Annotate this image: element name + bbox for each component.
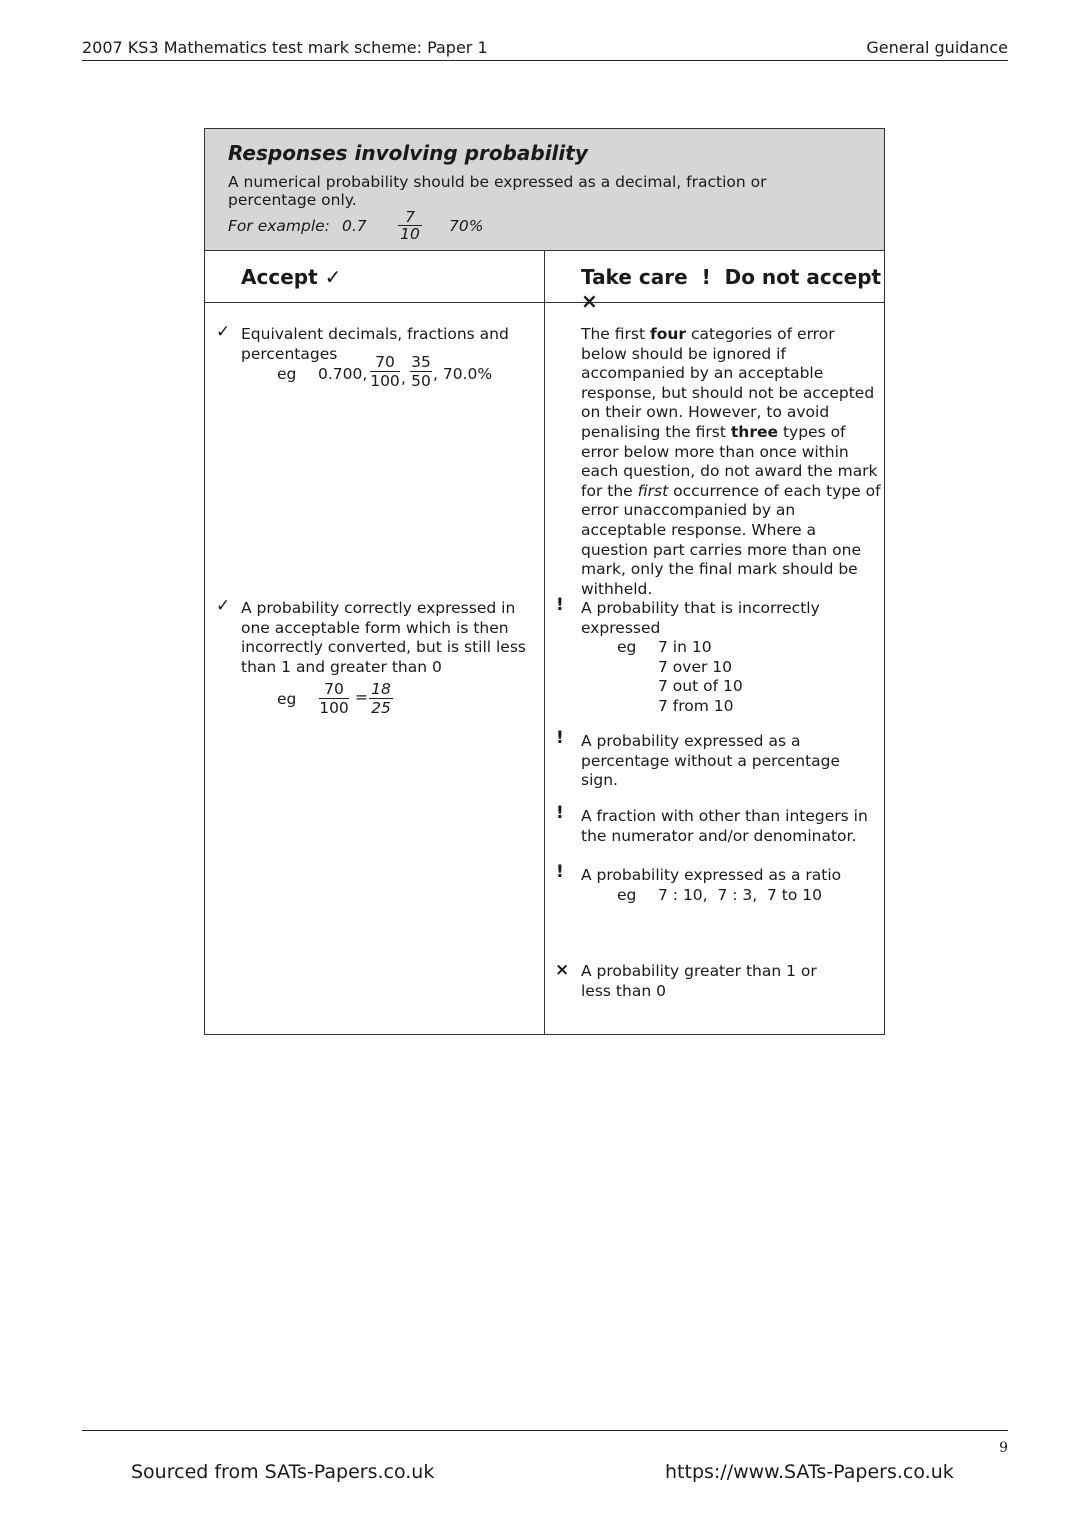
do-not-accept-label: Do not accept: [724, 265, 882, 289]
banner-title: Responses involving probability: [228, 141, 588, 165]
fraction-numerator: 35: [411, 353, 431, 371]
take-care-heading: [581, 265, 884, 313]
reject-item-text: A probability expressed as a percentage without a percentage sign.: [581, 732, 841, 790]
exclamation-icon: !: [556, 595, 564, 615]
intro-part-1: The first: [581, 325, 646, 343]
example-percent: , 70.0%: [433, 365, 493, 383]
accept-label: Accept: [241, 265, 318, 289]
fraction-denominator: 100: [370, 372, 400, 390]
footer-source: Sourced from SATs-Papers.co.uk: [131, 1461, 435, 1483]
section-title: General guidance: [866, 38, 1008, 57]
intro-bold-four: four: [649, 325, 687, 343]
banner-description: A numerical probability should be expressed as a decimal, fraction or percentage only.: [228, 173, 767, 209]
example-line: 7 from 10: [658, 697, 734, 715]
eg-label: eg: [277, 365, 297, 383]
eg-label: eg: [617, 886, 637, 904]
intro-italic-first: first: [637, 481, 669, 500]
fraction-numerator: 70: [319, 681, 349, 699]
fraction-denominator: 25: [371, 699, 391, 717]
check-icon: ✓: [216, 322, 231, 342]
fraction-denominator: 50: [411, 372, 431, 390]
cross-icon: ×: [581, 289, 598, 313]
intro-part-3: types of error below more than once within each question, do not award the mark for the: [581, 422, 878, 500]
footer-rule: [82, 1430, 1008, 1431]
equals-sign: =: [355, 688, 368, 706]
banner: [205, 129, 884, 251]
fraction-numerator: 18: [369, 681, 393, 699]
accept-item-text: A probability correctly expressed in one acceptable form which is then incorrectly converted, but is still less than 1 and greater than 0: [241, 599, 526, 676]
exclamation-icon: !: [694, 265, 718, 289]
accept-item-text: Equivalent decimals, fractions and percentages: [241, 325, 509, 363]
example-line: 7 : 10, 7 : 3, 7 to 10: [658, 886, 823, 904]
example-fraction: [369, 681, 393, 717]
accept-heading: [241, 265, 341, 289]
take-care-label: Take care: [581, 265, 688, 289]
reject-item-text: A probability that is incorrectly expressed: [581, 599, 820, 637]
probability-guidance-table: [204, 128, 885, 1035]
eg-label: eg: [617, 638, 637, 656]
intro-bold-three: three: [730, 422, 778, 441]
example-line: 7 out of 10: [658, 677, 743, 695]
fraction-numerator: 7: [398, 209, 422, 226]
reject-item-text: A probability expressed as a ratio: [581, 866, 842, 884]
example-fraction: [398, 209, 422, 243]
page-number: 9: [999, 1440, 1008, 1456]
percent-value: 70.0%: [442, 365, 493, 383]
check-icon: ✓: [324, 265, 342, 289]
fraction-denominator: 10: [400, 225, 420, 243]
example-line: 7 over 10: [658, 658, 733, 676]
example-decimal: 0.7: [342, 217, 367, 235]
exclamation-icon: !: [556, 803, 564, 823]
example-decimal: 0.700,: [318, 365, 368, 383]
intro-part-2: categories of error below should be ignored if accompanied by an acceptable response, but should not be accepted on their own. However, to avoid penalising the first: [581, 325, 875, 441]
intro-part-4: occurrence of each type of error unaccompanied by an acceptable response. Where a question part carries more than one mark, only the final mark should be withheld.: [581, 481, 881, 598]
exclamation-icon: !: [556, 728, 564, 748]
check-icon: ✓: [216, 596, 231, 616]
exclamation-icon: !: [556, 862, 564, 882]
footer-url-link[interactable]: https://www.SATs-Papers.co.uk: [665, 1461, 954, 1483]
reject-item-text: A probability greater than 1 or less than 0: [581, 962, 817, 1000]
example-label: For example:: [228, 217, 330, 235]
document-header-title: 2007 KS3 Mathematics test mark scheme: Paper 1: [82, 38, 488, 57]
reject-item-text: A fraction with other than integers in the numerator and/or denominator.: [581, 807, 868, 845]
column-divider: [544, 251, 545, 1034]
fraction-denominator: 100: [319, 699, 349, 717]
take-care-intro: [581, 325, 881, 599]
eg-label: eg: [277, 690, 297, 708]
example-fraction: [319, 681, 349, 717]
header-rule: [82, 60, 1008, 61]
comma: ,: [401, 369, 406, 387]
example-fraction: [370, 354, 400, 390]
example-percent: 70%: [449, 217, 484, 235]
fraction-numerator: 70: [370, 354, 400, 372]
cross-icon: ×: [555, 960, 570, 980]
example-line: 7 in 10: [658, 638, 712, 656]
example-fraction: [410, 354, 432, 390]
